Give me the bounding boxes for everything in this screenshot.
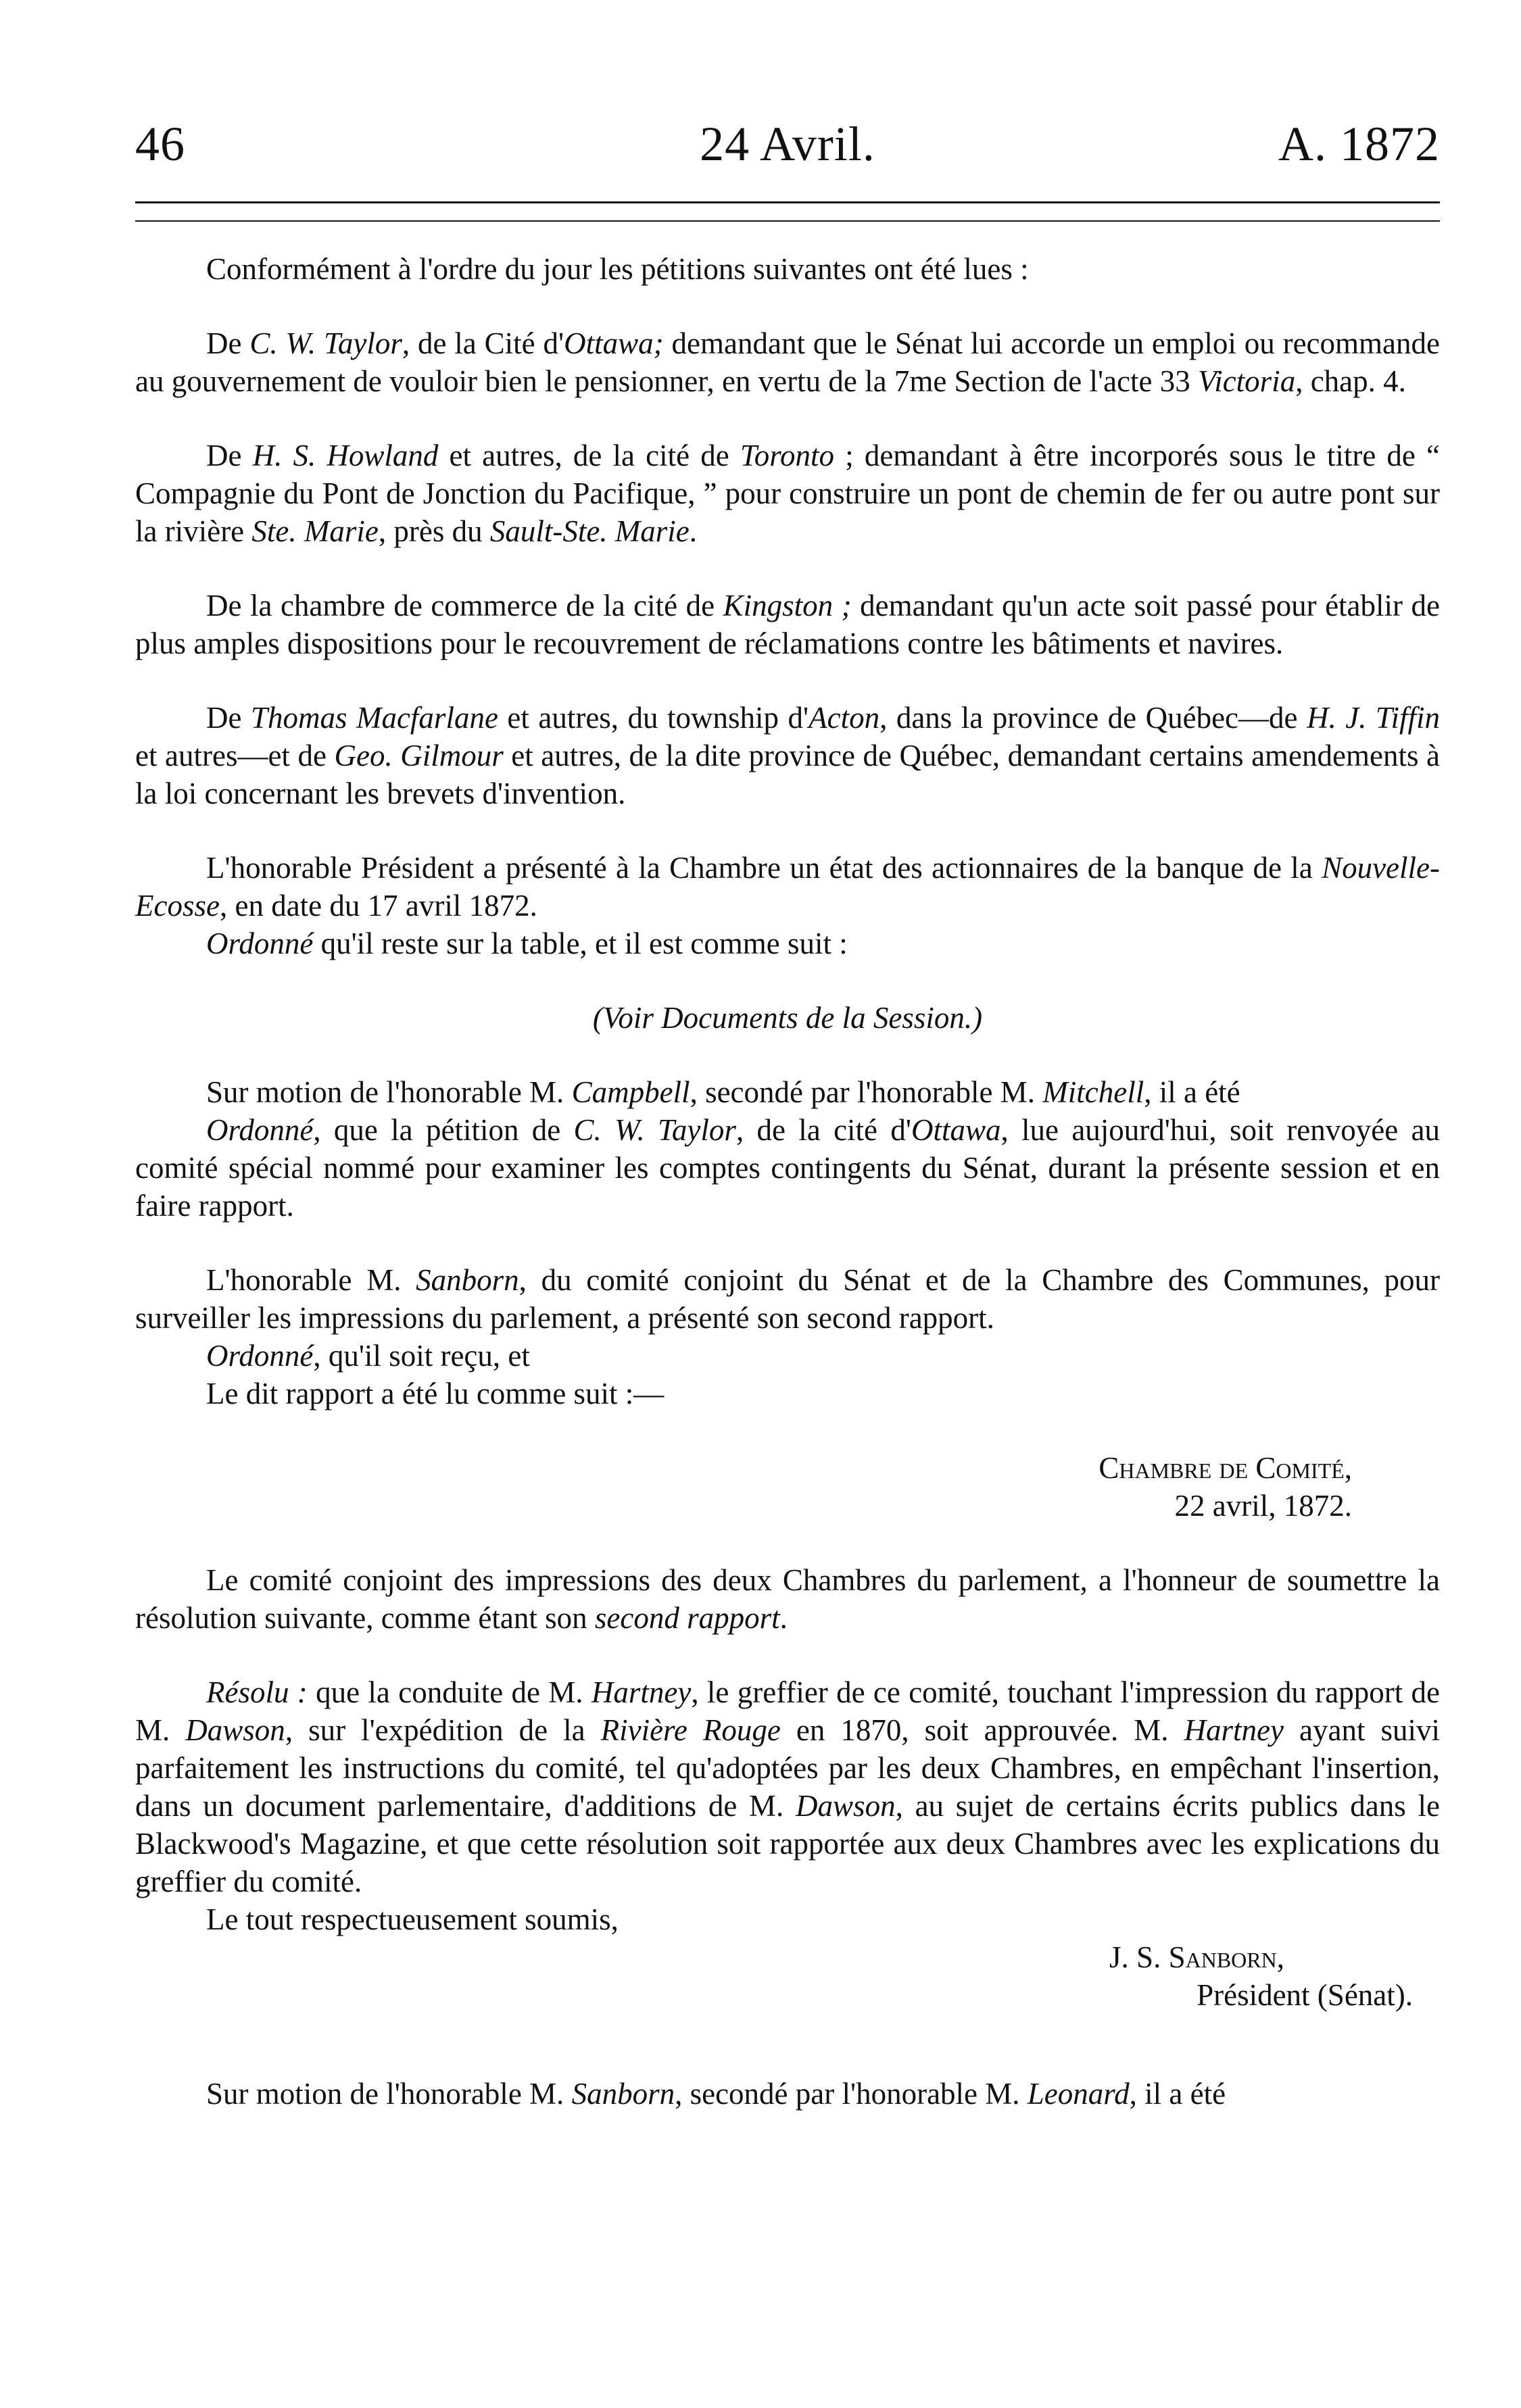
signature-title: Président (Sénat). bbox=[1197, 1978, 1413, 2012]
paragraph-motion-sanborn: Sur motion de l'honorable M. Sanborn, secondé par l'honorable M. Leonard, il a été bbox=[206, 2077, 1226, 2111]
paragraph-petition-macfarlane: De Thomas Macfarlane et autres, du township d'Acton, dans la province de Québec—de H. J. Tiffin et autres—et de Geo. Gilmour et autres, de la dite province de Québec, demandant certains amendements à la loi concernant les brevets d'invention. bbox=[135, 701, 1441, 810]
header-rule-top bbox=[135, 201, 1440, 203]
paragraph-sanborn-report: L'honorable M. Sanborn, du comité conjoint du Sénat et de la Chambre des Communes, pour surveiller les impressions du parlement, a présenté son second rapport. bbox=[135, 1263, 1440, 1335]
paragraph-intro: Conformément à l'ordre du jour les pétitions suivantes ont été lues : bbox=[206, 252, 1029, 286]
paragraph-rapport-lu: Le dit rapport a été lu comme suit :— bbox=[206, 1377, 665, 1410]
paragraph-ordonne-recu: Ordonné, qu'il soit reçu, et bbox=[206, 1339, 530, 1373]
page-header bbox=[135, 114, 1440, 174]
paragraph-comite-conjoint: Le comité conjoint des impressions des deux Chambres du parlement, a l'honneur de soumettre la résolution suivante, comme étant son second rapport. bbox=[135, 1563, 1440, 1635]
page-number: 46 bbox=[135, 117, 185, 171]
header-year: A. 1872 bbox=[1278, 117, 1440, 171]
paragraph-motion-campbell: Sur motion de l'honorable M. Campbell, secondé par l'honorable M. Mitchell, il a été Ordonné, que la pétition de C. W. Taylor, de la cité d'Ottawa, lue aujourd'hui, soit renvoyée au comité spécial nommé pour examiner les comptes contingents du Sénat, durant la présente session et en faire rapport. bbox=[135, 1075, 1440, 1223]
paragraph-president-statement: L'honorable Président a présenté à la Chambre un état des actionnaires de la banque de la Nouvelle-Ecosse, en date du 17 avril 1872. Ordonné qu'il reste sur la table, et il est comme suit : bbox=[135, 851, 1440, 960]
paragraph-respectueusement: Le tout respectueusement soumis, bbox=[206, 1902, 619, 1936]
header-rule-bottom bbox=[135, 220, 1440, 222]
paragraph-petition-kingston: De la chambre de commerce de la cité de Kingston ; demandant qu'un acte soit passé pour établir de plus amples dispositions pour le recouvrement de réclamations contre les bâtiments et navires. bbox=[135, 589, 1440, 660]
paragraph-petition-howland: De H. S. Howland et autres, de la cité de Toronto ; demandant à être incorporés sous le titre de “ Compagnie du Pont de Jonction du Pacifique, ” pour construire un pont de chemin de fer ou autre pont sur la rivière Ste. Marie, près du Sault-Ste. Marie. bbox=[135, 439, 1440, 548]
report-date: 22 avril, 1872. bbox=[1174, 1489, 1352, 1523]
paragraph-petition-taylor: De C. W. Taylor, de la Cité d'Ottawa; demandant que le Sénat lui accorde un emploi ou recommande au gouvernement de vouloir bien le pensionner, en vertu de la 7me Section de l'acte 33 Victoria, chap. 4. bbox=[135, 326, 1440, 398]
paragraph-resolu: Résolu : que la conduite de M. Hartney, le greffier de ce comité, touchant l'impression du rapport de M. Dawson, sur l'expédition de la Rivière Rouge en 1870, soit approuvée. M. Hartney ayant suivi parfaitement les instructions du comité, tel qu'adoptées par les deux Chambres, en empêchant l'insertion, dans un document parlementaire, d'additions de M. Dawson, au sujet de certains écrits publics dans le Blackwood's Magazine, et que cette résolution soit rapportée aux deux Chambres avec les explications du greffier du comité. bbox=[135, 1675, 1441, 1898]
paragraph-voir-documents: (Voir Documents de la Session.) bbox=[592, 1001, 983, 1035]
document-body bbox=[135, 250, 1440, 2149]
header-date: 24 Avril. bbox=[700, 117, 875, 171]
signature-name: J. S. Sanborn, bbox=[1109, 1940, 1284, 1974]
report-place: Chambre de Comité, bbox=[1098, 1451, 1352, 1485]
